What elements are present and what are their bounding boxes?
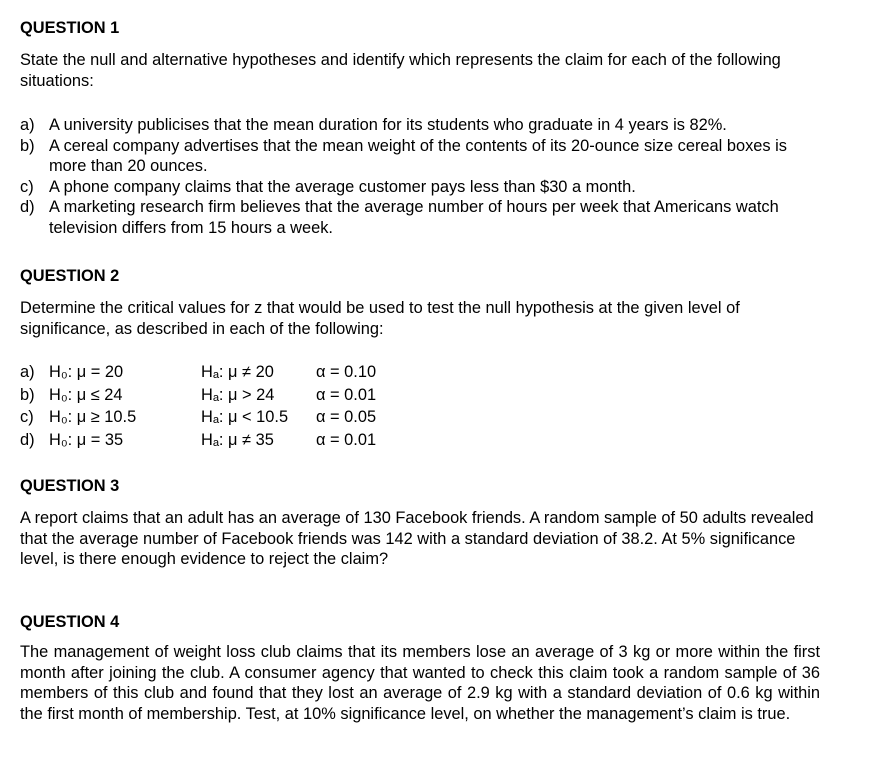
list-item-text: A cereal company advertises that the mean weight of the contents of its 20-ounce size cereal boxes is more than 20 ounces. (49, 136, 787, 176)
row-label: d) (20, 430, 35, 449)
alternative-hypothesis: Hₐ: μ ≠ 20 (201, 363, 274, 381)
significance-level: α = 0.05 (316, 408, 377, 426)
list-item-text: A phone company claims that the average customer pays less than $30 a month. (49, 177, 636, 196)
null-hypothesis: H₀: μ ≤ 24 (49, 385, 123, 404)
list-item (20, 115, 820, 136)
list-item (20, 136, 820, 177)
alternative-hypothesis: Hₐ: μ < 10.5 (201, 408, 289, 426)
question-1-list (20, 115, 820, 239)
table-row (20, 362, 500, 385)
question-3-text: A report claims that an adult has an average of 130 Facebook friends. A random sample of 50 adults revealed that the average number of Facebook friends was 142 with a standard deviation of 38.2. At 5% significance level, is there enough evidence to reject the claim? (20, 509, 814, 569)
question-4-text: The management of weight loss club claims that its members lose an average of 3 kg or more within the first month after joining the club. A consumer agency that wanted to check this claim took a random sample of 36 members of this club and found that they lost an average of 2.9 kg with a standard deviation of 0.6 kg within the first month of membership. Test, at 10% significance level, on whether the management’s claim is true. (20, 643, 820, 723)
null-hypothesis: H₀: μ ≥ 10.5 (49, 408, 137, 426)
question-1-intro: State the null and alternative hypotheses and identify which represents the claim for each of the following situations: (20, 51, 781, 90)
list-item (20, 197, 820, 238)
list-item-label: c) (20, 177, 34, 196)
table-row (20, 385, 500, 408)
list-item-label: a) (20, 116, 35, 134)
hypothesis-table (20, 362, 500, 452)
list-item-text: A university publicises that the mean duration for its students who graduate in 4 years is 82%. (49, 116, 727, 134)
list-item (20, 177, 820, 198)
question-4-title: QUESTION 4 (20, 613, 120, 631)
row-label: c) (20, 408, 34, 426)
row-label: b) (20, 385, 35, 404)
significance-level: α = 0.01 (316, 385, 377, 404)
question-3-title: QUESTION 3 (20, 477, 120, 495)
significance-level: α = 0.01 (316, 430, 377, 449)
table-row (20, 407, 500, 430)
question-2-title: QUESTION 2 (20, 267, 120, 285)
list-item-label: d) (20, 198, 35, 217)
list-item-label: b) (20, 136, 35, 155)
row-label: a) (20, 363, 35, 381)
null-hypothesis: H₀: μ = 20 (49, 363, 124, 381)
alternative-hypothesis: Hₐ: μ ≠ 35 (201, 430, 274, 449)
alternative-hypothesis: Hₐ: μ > 24 (201, 385, 275, 404)
question-2-intro: Determine the critical values for z that would be used to test the null hypothesis at the given level of significance, as described in each of the following: (20, 299, 740, 338)
question-1-title: QUESTION 1 (20, 19, 120, 37)
null-hypothesis: H₀: μ = 35 (49, 430, 124, 449)
table-row (20, 430, 500, 453)
list-item-text: A marketing research firm believes that the average number of hours per week that Americans watch television differs from 15 hours a week. (49, 198, 779, 237)
significance-level: α = 0.10 (316, 363, 377, 381)
